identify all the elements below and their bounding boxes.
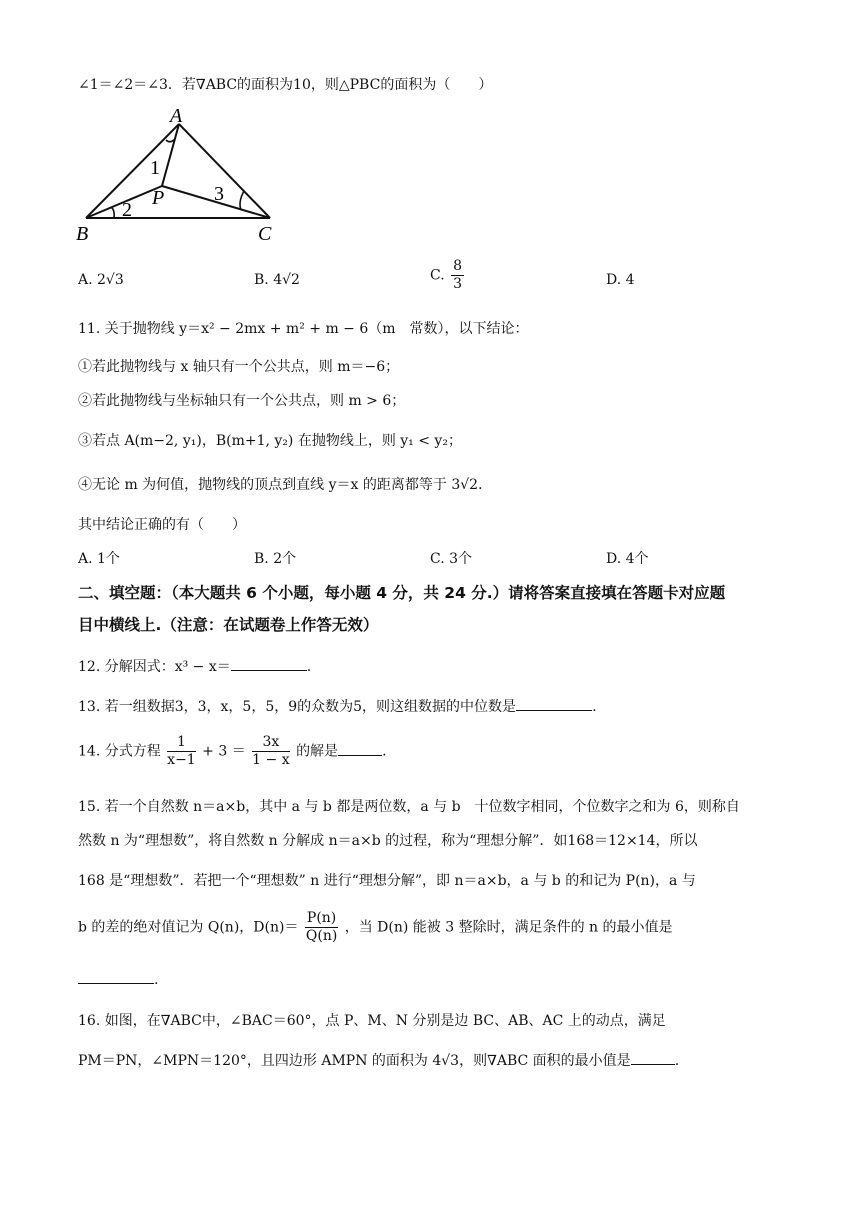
q10-option-c-label: C.	[430, 267, 445, 284]
frac-num: P(n)	[306, 910, 337, 926]
q15-end: .	[154, 972, 159, 988]
q11-stem: 11. 关于抛物线 y＝x² − 2mx + m² + m − 6（m 常数），以下结论：	[78, 321, 529, 337]
q14-fraction-2	[252, 734, 289, 769]
q14-fraction-1	[167, 734, 196, 769]
frac-den: x−1	[167, 752, 196, 768]
q11-statement-4: ④无论 m 为何值，抛物线的顶点到直线 y＝x 的距离都等于 3√2．	[78, 477, 493, 493]
answer-blank	[78, 982, 154, 984]
q16-line-1: 16. 如图，在∇ABC中，∠BAC＝60°，点 P、M、N 分别是边 BC、AB、AC 上的动点，满足	[78, 1013, 666, 1029]
label-c: C	[258, 223, 272, 245]
q14	[78, 734, 387, 769]
answer-blank	[231, 669, 307, 671]
label-angle-1: 1	[150, 157, 160, 179]
q12-end: .	[306, 659, 312, 675]
frac-num: 8	[453, 258, 463, 274]
q12-text: 12. 分解因式：x³ − x＝	[78, 659, 231, 675]
q13-text: 13. 若一组数据3，3，x，5，5，9的众数为5，则这组数据的中位数是	[78, 699, 517, 715]
section-heading-line-1: 二、填空题：（本大题共 6 个小题，每小题 4 分，共 24 分.）请将答案直接填在答题卡对应题	[78, 584, 726, 602]
q13-end: .	[592, 699, 597, 715]
label-b: B	[76, 223, 89, 245]
q16-end: .	[674, 1053, 680, 1069]
frac-den: Q(n)	[305, 928, 338, 944]
q10-option-c	[430, 258, 466, 293]
frac-num: 1	[167, 734, 196, 752]
q11-statement-2: ②若此抛物线与坐标轴只有一个公共点，则 m > 6；	[78, 393, 406, 409]
label-a: A	[170, 106, 183, 127]
frac-den: 1 − x	[252, 752, 290, 768]
q12	[78, 656, 311, 676]
triangle-figure	[74, 106, 284, 246]
frac-den: 3	[453, 276, 463, 292]
section-heading-line-2: 目中横线上.（注意：在试题卷上作答无效）	[78, 616, 379, 634]
q11-statement-3: ③若点 A(m−2, y₁)，B(m+1, y₂) 在抛物线上，则 y₁ < y₂；	[78, 433, 462, 449]
q15-line-2: 然数 n 为“理想数”，将自然数 n 分解成 n＝a×b 的过程，称为“理想分解”．如168＝12×14，所以	[78, 833, 698, 849]
label-angle-2: 2	[122, 199, 132, 221]
q14-mid: + 3 ＝	[202, 743, 246, 760]
q11-option-a: A. 1个	[78, 551, 120, 567]
q15-line-4-post: ，当 D(n) 能被 3 整除时，满足条件的 n 的最小值是	[344, 919, 673, 936]
q14-pre: 14. 分式方程	[78, 743, 161, 760]
q13	[78, 696, 597, 716]
label-p: P	[152, 187, 165, 209]
angle-arc-3	[240, 191, 244, 210]
answer-blank	[631, 1063, 675, 1065]
q15-line-1: 15. 若一个自然数 n＝a×b，其中 a 与 b 都是两位数，a 与 b 十位数字相同，个位数字之和为 6，则称自	[78, 799, 740, 815]
q10-option-c-fraction	[451, 258, 464, 293]
q10-stem: ∠1＝∠2＝∠3．若∇ABC的面积为10，则△PBC的面积为（ ）	[78, 77, 493, 93]
answer-blank	[338, 754, 382, 756]
q16-line-2	[78, 1050, 679, 1070]
q10-option-d: D. 4	[606, 272, 635, 288]
frac-num: 3x	[252, 734, 289, 752]
q16-line-2-text: PM＝PN，∠MPN＝120°，且四边形 AMPN 的面积为 4√3，则∇ABC 面积的最小值是	[78, 1053, 631, 1069]
label-angle-3: 3	[214, 183, 224, 205]
q15-line-4-pre: b 的差的绝对值记为 Q(n)，D(n)＝	[78, 919, 299, 936]
q11-question: 其中结论正确的有（ ）	[78, 517, 246, 533]
q15-line-3: 168 是“理想数”．若把一个“理想数” n 进行“理想分解”，即 n＝a×b，a 与 b 的和记为 P(n)，a 与	[78, 873, 696, 889]
side-ab	[86, 124, 179, 218]
q10-option-a: A. 2√3	[78, 272, 124, 288]
q11-statement-1: ①若此抛物线与 x 轴只有一个公共点，则 m＝−6；	[78, 359, 400, 375]
q14-post: 的解是	[296, 743, 339, 760]
q14-end: .	[382, 743, 387, 760]
q15-fraction	[305, 910, 338, 945]
q11-option-c: C. 3个	[430, 551, 473, 567]
q10-option-b: B. 4√2	[254, 272, 300, 288]
answer-blank	[516, 709, 592, 711]
q11-option-d: D. 4个	[606, 551, 649, 567]
q11-option-b: B. 2个	[254, 551, 297, 567]
q15-line-4	[78, 910, 673, 945]
angle-arc-2	[111, 207, 114, 218]
q15-answer	[78, 972, 158, 988]
